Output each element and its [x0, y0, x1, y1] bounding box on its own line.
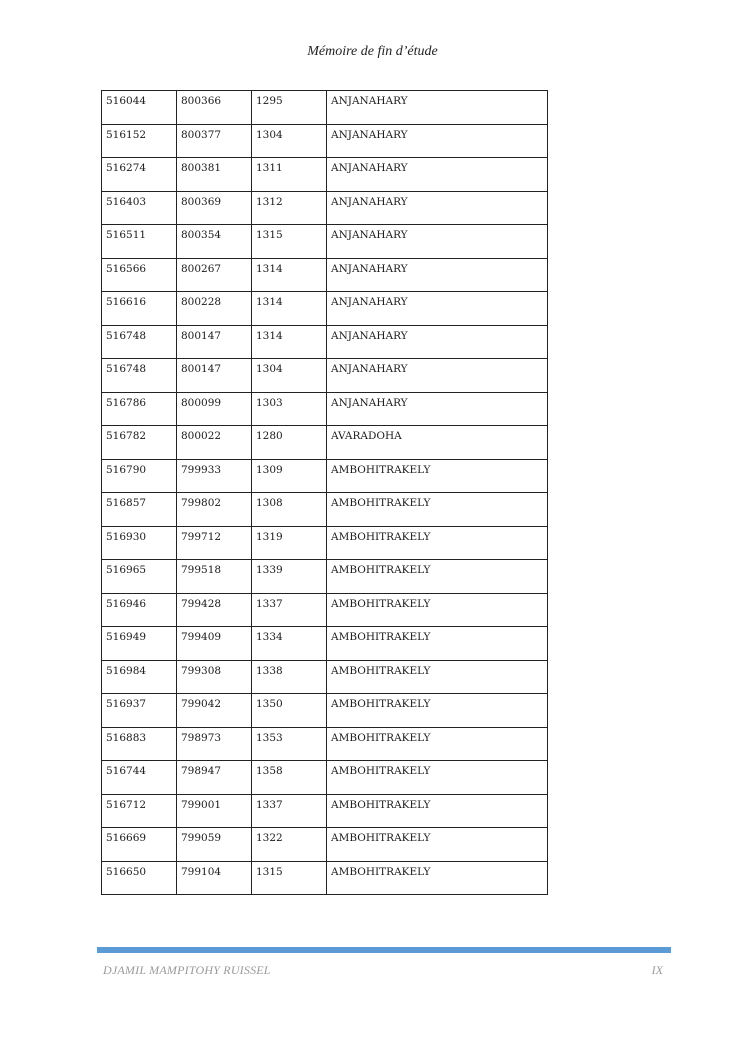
table-row	[102, 258, 548, 292]
locality-cell: AMBOHITRAKELY	[327, 526, 548, 560]
y-coordinate-cell: 800228	[177, 292, 252, 326]
altitude-cell: 1304	[252, 359, 327, 393]
locality-cell: ANJANAHARY	[327, 392, 548, 426]
altitude-cell: 1350	[252, 694, 327, 728]
data-table	[101, 90, 548, 895]
x-coordinate-cell: 516790	[102, 459, 177, 493]
altitude-cell: 1314	[252, 258, 327, 292]
altitude-cell: 1314	[252, 292, 327, 326]
table-row	[102, 727, 548, 761]
table-row	[102, 627, 548, 661]
table-row	[102, 325, 548, 359]
locality-cell: AMBOHITRAKELY	[327, 660, 548, 694]
altitude-cell: 1308	[252, 493, 327, 527]
table-row	[102, 459, 548, 493]
table-row	[102, 359, 548, 393]
y-coordinate-cell: 798973	[177, 727, 252, 761]
altitude-cell: 1319	[252, 526, 327, 560]
table-body	[102, 91, 548, 895]
x-coordinate-cell: 516786	[102, 392, 177, 426]
table-row	[102, 526, 548, 560]
locality-cell: ANJANAHARY	[327, 91, 548, 125]
y-coordinate-cell: 799409	[177, 627, 252, 661]
locality-cell: AMBOHITRAKELY	[327, 861, 548, 895]
y-coordinate-cell: 800381	[177, 158, 252, 192]
altitude-cell: 1314	[252, 325, 327, 359]
y-coordinate-cell: 800099	[177, 392, 252, 426]
locality-cell: AVARADOHA	[327, 426, 548, 460]
x-coordinate-cell: 516616	[102, 292, 177, 326]
locality-cell: ANJANAHARY	[327, 325, 548, 359]
x-coordinate-cell: 516965	[102, 560, 177, 594]
x-coordinate-cell: 516782	[102, 426, 177, 460]
table-row	[102, 392, 548, 426]
y-coordinate-cell: 799802	[177, 493, 252, 527]
altitude-cell: 1303	[252, 392, 327, 426]
altitude-cell: 1337	[252, 593, 327, 627]
altitude-cell: 1311	[252, 158, 327, 192]
altitude-cell: 1339	[252, 560, 327, 594]
locality-cell: AMBOHITRAKELY	[327, 761, 548, 795]
locality-cell: AMBOHITRAKELY	[327, 828, 548, 862]
x-coordinate-cell: 516566	[102, 258, 177, 292]
table-row	[102, 794, 548, 828]
table-row	[102, 493, 548, 527]
locality-cell: AMBOHITRAKELY	[327, 694, 548, 728]
y-coordinate-cell: 800354	[177, 225, 252, 259]
table-row	[102, 124, 548, 158]
x-coordinate-cell: 516748	[102, 359, 177, 393]
y-coordinate-cell: 799308	[177, 660, 252, 694]
altitude-cell: 1295	[252, 91, 327, 125]
y-coordinate-cell: 798947	[177, 761, 252, 795]
x-coordinate-cell: 516883	[102, 727, 177, 761]
table-row	[102, 91, 548, 125]
x-coordinate-cell: 516748	[102, 325, 177, 359]
table-row	[102, 292, 548, 326]
altitude-cell: 1315	[252, 225, 327, 259]
x-coordinate-cell: 516274	[102, 158, 177, 192]
locality-cell: AMBOHITRAKELY	[327, 794, 548, 828]
altitude-cell: 1315	[252, 861, 327, 895]
altitude-cell: 1334	[252, 627, 327, 661]
locality-cell: AMBOHITRAKELY	[327, 593, 548, 627]
locality-cell: ANJANAHARY	[327, 191, 548, 225]
locality-cell: ANJANAHARY	[327, 292, 548, 326]
table-row	[102, 560, 548, 594]
locality-cell: ANJANAHARY	[327, 258, 548, 292]
altitude-cell: 1337	[252, 794, 327, 828]
altitude-cell: 1280	[252, 426, 327, 460]
locality-cell: ANJANAHARY	[327, 225, 548, 259]
altitude-cell: 1322	[252, 828, 327, 862]
y-coordinate-cell: 799933	[177, 459, 252, 493]
altitude-cell: 1304	[252, 124, 327, 158]
table-row	[102, 426, 548, 460]
x-coordinate-cell: 516937	[102, 694, 177, 728]
y-coordinate-cell: 799712	[177, 526, 252, 560]
altitude-cell: 1309	[252, 459, 327, 493]
y-coordinate-cell: 799001	[177, 794, 252, 828]
locality-cell: ANJANAHARY	[327, 158, 548, 192]
footer-rule	[97, 947, 671, 953]
locality-cell: AMBOHITRAKELY	[327, 493, 548, 527]
y-coordinate-cell: 799059	[177, 828, 252, 862]
y-coordinate-cell: 800147	[177, 325, 252, 359]
locality-cell: AMBOHITRAKELY	[327, 627, 548, 661]
altitude-cell: 1353	[252, 727, 327, 761]
x-coordinate-cell: 516152	[102, 124, 177, 158]
y-coordinate-cell: 800147	[177, 359, 252, 393]
footer-page-number: IX	[651, 963, 663, 977]
x-coordinate-cell: 516650	[102, 861, 177, 895]
locality-cell: ANJANAHARY	[327, 124, 548, 158]
table-row	[102, 828, 548, 862]
locality-cell: AMBOHITRAKELY	[327, 560, 548, 594]
table-row	[102, 861, 548, 895]
table-row	[102, 694, 548, 728]
altitude-cell: 1312	[252, 191, 327, 225]
table-row	[102, 660, 548, 694]
y-coordinate-cell: 800377	[177, 124, 252, 158]
x-coordinate-cell: 516930	[102, 526, 177, 560]
table-row	[102, 761, 548, 795]
y-coordinate-cell: 800369	[177, 191, 252, 225]
y-coordinate-cell: 799518	[177, 560, 252, 594]
y-coordinate-cell: 799428	[177, 593, 252, 627]
x-coordinate-cell: 516511	[102, 225, 177, 259]
locality-cell: ANJANAHARY	[327, 359, 548, 393]
x-coordinate-cell: 516946	[102, 593, 177, 627]
altitude-cell: 1338	[252, 660, 327, 694]
x-coordinate-cell: 516744	[102, 761, 177, 795]
y-coordinate-cell: 800267	[177, 258, 252, 292]
y-coordinate-cell: 800022	[177, 426, 252, 460]
x-coordinate-cell: 516857	[102, 493, 177, 527]
table-row	[102, 158, 548, 192]
locality-cell: AMBOHITRAKELY	[327, 459, 548, 493]
x-coordinate-cell: 516403	[102, 191, 177, 225]
y-coordinate-cell: 799104	[177, 861, 252, 895]
x-coordinate-cell: 516669	[102, 828, 177, 862]
locality-cell: AMBOHITRAKELY	[327, 727, 548, 761]
table-row	[102, 191, 548, 225]
table-row	[102, 225, 548, 259]
page-header-title: Mémoire de fin d’étude	[307, 44, 438, 59]
footer-author: DJAMIL MAMPITOHY RUISSEL	[103, 963, 271, 977]
y-coordinate-cell: 799042	[177, 694, 252, 728]
table-row	[102, 593, 548, 627]
altitude-cell: 1358	[252, 761, 327, 795]
x-coordinate-cell: 516044	[102, 91, 177, 125]
y-coordinate-cell: 800366	[177, 91, 252, 125]
x-coordinate-cell: 516712	[102, 794, 177, 828]
x-coordinate-cell: 516949	[102, 627, 177, 661]
x-coordinate-cell: 516984	[102, 660, 177, 694]
